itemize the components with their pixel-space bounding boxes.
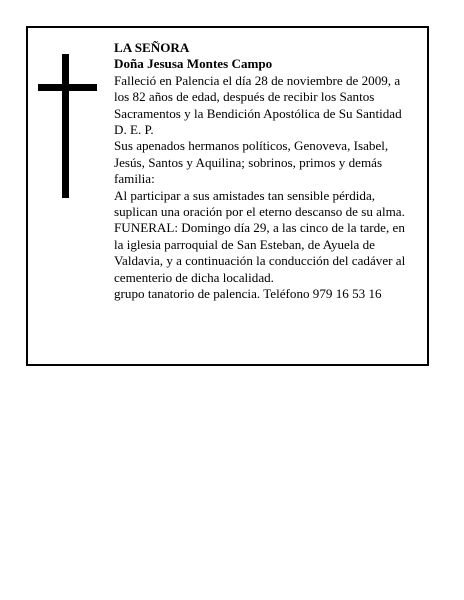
notice-line: Al participar a sus amistades tan sensible pérdida, (114, 187, 376, 203)
notice-line: grupo tanatorio de palencia. Teléfono 979 16 53 16 (114, 286, 382, 302)
notice-line: los 82 años de edad, después de recibir los Santos (114, 89, 375, 105)
notice-heading: LA SEÑORA (114, 40, 190, 55)
notice-line: FUNERAL: Domingo día 29, a las cinco de la tarde, en (114, 220, 405, 236)
deceased-name: Doña Jesusa Montes Campo (114, 56, 273, 72)
notice-line: Sus apenados hermanos políticos, Genoveva, Isabel, (114, 138, 389, 154)
cross-horizontal-bar (38, 84, 97, 91)
notice-line: familia: (114, 171, 155, 187)
notice-line: cementerio de dicha localidad. (114, 269, 274, 285)
cross-vertical-bar (62, 54, 69, 198)
notice-line: Falleció en Palencia el día 28 de noviembre de 2009, a (114, 72, 401, 88)
notice-line: Valdavia, y a continuación la conducción del cadáver al (114, 253, 406, 269)
obituary-text (114, 40, 422, 303)
notice-line: Jesús, Santos y Aquilina; sobrinos, primos y demás (114, 154, 383, 170)
notice-line: la iglesia parroquial de San Esteban, de Ayuela de (114, 236, 375, 252)
notice-line: suplican una oración por el eterno descanso de su alma. (114, 204, 405, 220)
notice-line: D. E. P. (114, 122, 154, 138)
notice-line: Sacramentos y la Bendición Apostólica de Su Santidad (114, 105, 402, 121)
